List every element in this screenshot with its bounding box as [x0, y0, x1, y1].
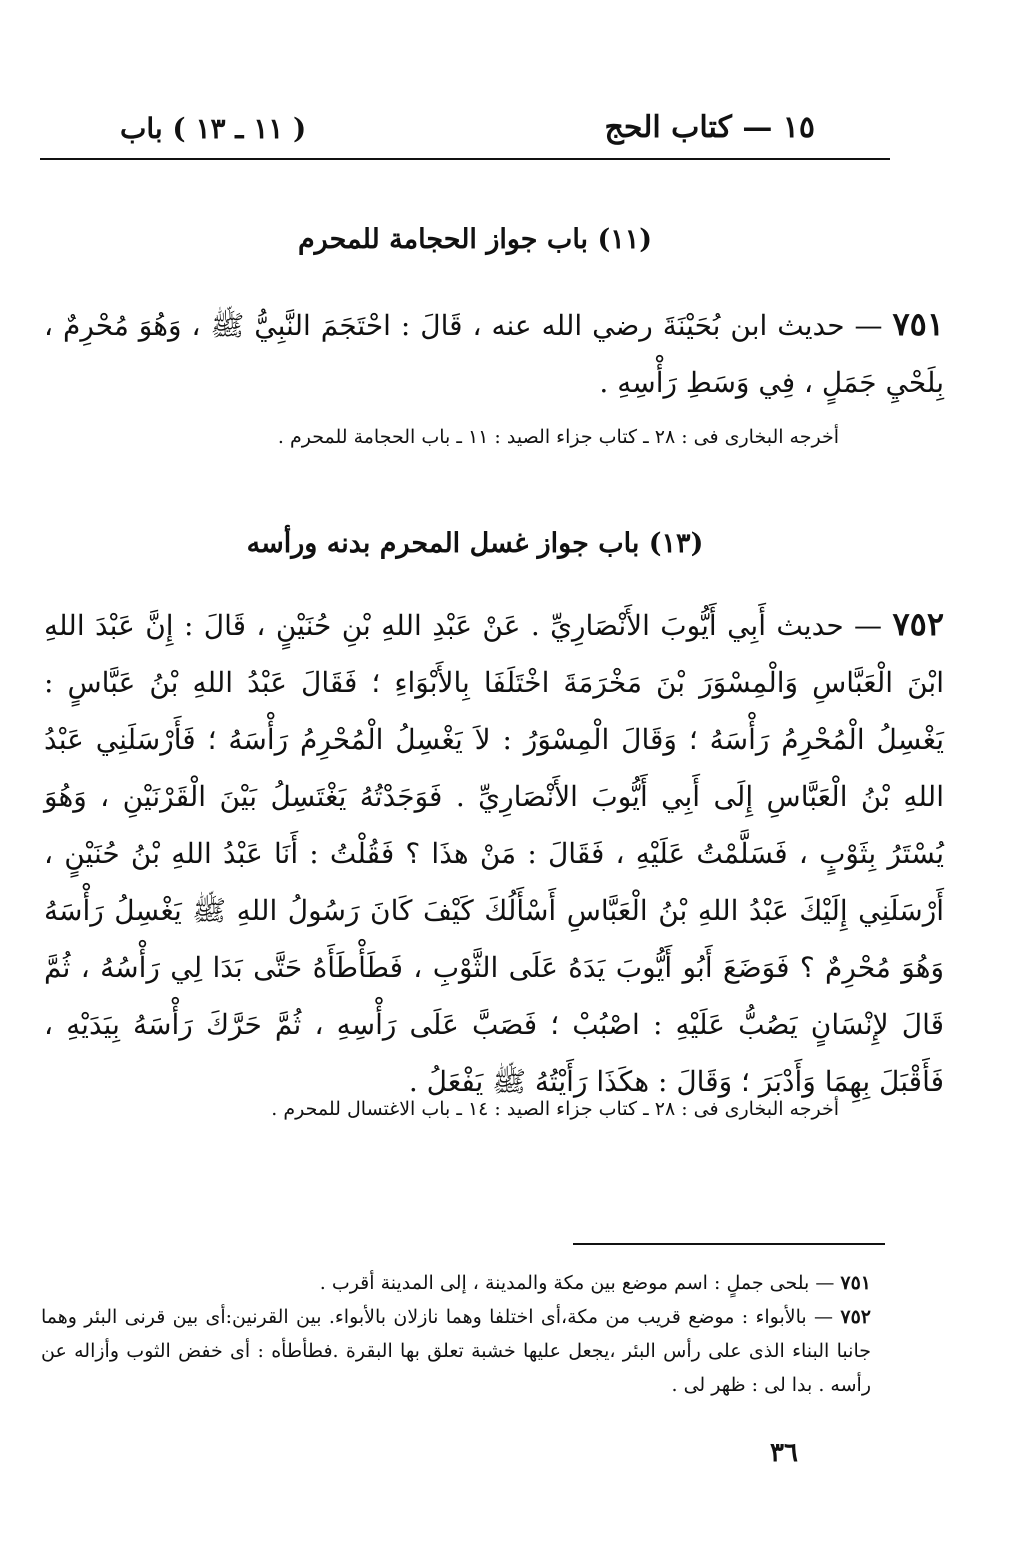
- footnote-text: — بالأبواء : موضع قريب من مكة،أى اختلفا وهما نازلان بالأبواء. بين القرنين:أى بين قرنى البئر وهما جانبا البناء الذى على رأس البئر ،يجعل عليها خشبة تعلق بها البقرة .فطأطأه : أى خفض الثوب وأزاله عن رأسه . بدا لى : ظهر لى .: [41, 1306, 871, 1396]
- footnote-rule: [573, 1243, 885, 1245]
- footnotes: [41, 1266, 871, 1402]
- running-header: [40, 110, 890, 158]
- hadith-751: [44, 296, 944, 411]
- source-note-752: أخرجه البخارى فى : ٢٨ ـ كتاب جزاء الصيد : ١٤ ـ باب الاغتسال للمحرم .: [271, 1098, 839, 1120]
- section-range: ( ١١ ـ ١٣ ) باب: [120, 112, 307, 145]
- section-title-11: (١١) باب جواز الحجامة للمحرم: [297, 224, 653, 255]
- footnote-text: — بلحى جملٍ : اسم موضع بين مكة والمدينة ، إلى المدينة أقرب .: [319, 1272, 835, 1294]
- section-title-13: (١٣) باب جواز غسل المحرم بدنه ورأسه: [246, 528, 704, 559]
- header-rule: [40, 158, 890, 160]
- source-note-751: أخرجه البخارى فى : ٢٨ ـ كتاب جزاء الصيد : ١١ ـ باب الحجامة للمحرم .: [277, 426, 839, 448]
- running-title: ١٥ — كتاب الحج: [604, 110, 815, 145]
- hadith-number: ٧٥٢: [892, 605, 944, 643]
- footnote-number: ٧٥١: [840, 1272, 871, 1294]
- hadith-text: — حديث أَبِي أَيُّوبَ الأَنْصَارِيِّ . عَنْ عَبْدِ اللهِ بْنِ حُنَيْنٍ ، قَالَ : إِنَّ عَبْدَ اللهِ ابْنَ الْعَبَّاسِ وَالْمِسْوَرَ بْنَ مَخْرَمَةَ اخْتَلَفَا بِالأَبْوَاءِ ؛ فَقَالَ عَبْدُ اللهِ بْنُ عَبَّاسٍ : يَغْسِلُ الْمُحْرِمُ رَأْسَهُ ؛ وَقَالَ الْمِسْوَرُ : لاَ يَغْسِلُ الْمُحْرِمُ رَأْسَهُ ؛ فَأَرْسَلَنِي عَبْدُ اللهِ بْنُ الْعَبَّاسِ إِلَى أَبِي أَيُّوبَ الأَنْصَارِيِّ . فَوَجَدْتُهُ يَغْتَسِلُ بَيْنَ الْقَرْنَيْنِ ، وَهُوَ يُسْتَرُ بِثَوْبٍ ، فَسَلَّمْتُ عَلَيْهِ ، فَقَالَ : مَنْ هذَا ؟ فَقُلْتُ : أَنَا عَبْدُ اللهِ بْنُ حُنَيْنٍ ، أَرْسَلَنِي إِلَيْكَ عَبْدُ اللهِ بْنُ الْعَبَّاسِ أَسْأَلُكَ كَيْفَ كَانَ رَسُولُ اللهِ ﷺ يَغْسِلُ رَأْسَهُ وَهُوَ مُحْرِمٌ ؟ فَوَضَعَ أَبُو أَيُّوبَ يَدَهُ عَلَى الثَّوْبِ ، فَطَأْطَأَهُ حَتَّى بَدَا لِي رَأْسُهُ ، ثُمَّ قَالَ لإِنْسَانٍ يَصُبُّ عَلَيْهِ : اصْبُبْ ؛ فَصَبَّ عَلَى رَأْسِهِ ، ثُمَّ حَرَّكَ رَأْسَهُ بِيَدَيْهِ ، فَأَقْبَلَ بِهِمَا وَأَدْبَرَ ؛ وَقَالَ : هكَذَا رَأَيْتُهُ ﷺ يَفْعَلُ .: [44, 609, 944, 1098]
- hadith-text: — حديث ابن بُحَيْنَةَ رضي الله عنه ، قَالَ : احْتَجَمَ النَّبِيُّ ﷺ ، وَهُوَ مُحْرِمٌ ، بِلَحْيِ جَمَلٍ ، فِي وَسَطِ رَأْسِهِ .: [44, 309, 944, 399]
- hadith-752: [44, 596, 944, 1110]
- footnote-752: [41, 1300, 871, 1402]
- footnote-number: ٧٥٢: [840, 1306, 871, 1328]
- page-number: ٣٦: [770, 1438, 798, 1468]
- footnote-751: [41, 1266, 871, 1300]
- hadith-number: ٧٥١: [892, 305, 944, 343]
